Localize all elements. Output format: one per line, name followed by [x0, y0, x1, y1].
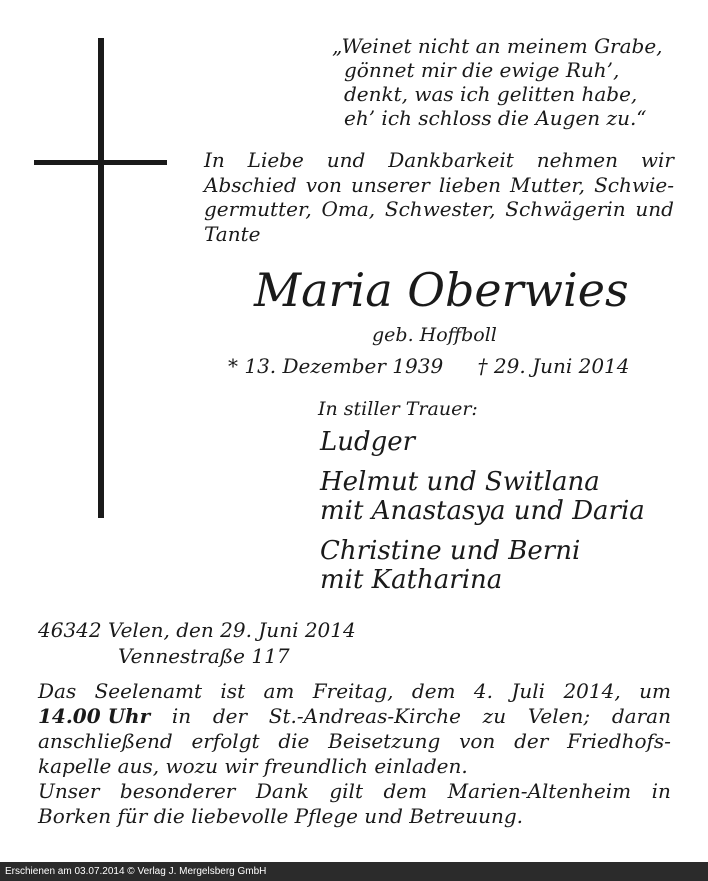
poem-line: eh’ ich schloss die Augen zu.“	[344, 106, 647, 130]
publication-footer	[0, 862, 708, 881]
word: Juli	[511, 679, 546, 703]
address-block	[38, 617, 356, 669]
mourner-line: mit Katharina	[320, 565, 503, 595]
word: und	[635, 197, 674, 221]
word: nehmen	[536, 148, 618, 172]
intro-line	[204, 148, 674, 173]
word: Beisetzung	[328, 729, 441, 753]
service-line	[38, 729, 671, 754]
memorial-poem	[332, 34, 663, 130]
word: Das	[38, 679, 77, 703]
word: unserer	[350, 172, 430, 197]
word: ist	[220, 679, 246, 703]
word: Seelenamt	[94, 679, 203, 703]
mourner-line: mit Anastasya und Daria	[320, 496, 645, 526]
word: die	[278, 729, 310, 753]
service-time: 14.00 Uhr	[38, 704, 151, 728]
word: lieben	[438, 172, 501, 197]
place-date: 46342 Velen, den 29. Juni 2014	[38, 618, 356, 642]
service-line	[38, 704, 671, 729]
footer-text: Erschienen am 03.07.2014 © Verlag J. Mergelsberg GmbH	[5, 866, 267, 877]
poem-line: gönnet mir die ewige Ruh’,	[344, 58, 620, 82]
service-line: kapelle aus, wozu wir freundlich einladen.	[38, 754, 468, 778]
word: am	[263, 679, 295, 703]
birth-date: * 13. Dezember 1939	[228, 354, 444, 378]
word: St.-Andreas-Kirche	[268, 704, 461, 728]
death-date: † 29. Juni 2014	[477, 354, 630, 378]
word: besonderer	[119, 779, 236, 803]
word: Schwester,	[384, 197, 496, 221]
mourner-group	[320, 468, 645, 526]
poem-line: „Weinet nicht an meinem Grabe,	[332, 34, 663, 58]
word: Oma,	[321, 197, 376, 221]
service-info	[38, 679, 671, 829]
word: gilt	[329, 779, 363, 803]
mourner-line: Helmut und Switlana	[320, 467, 600, 497]
word: Abschied	[204, 172, 297, 197]
word: in	[651, 779, 671, 803]
intro-line	[204, 173, 674, 198]
word: von	[305, 172, 342, 197]
cross-icon-vertical-bar	[98, 38, 104, 518]
word: Velen;	[527, 704, 591, 728]
word: von	[459, 729, 496, 753]
mourner-line: Christine und Berni	[320, 536, 581, 566]
word: Dankbarkeit	[388, 148, 514, 172]
word: daran	[611, 704, 671, 728]
word: In	[204, 148, 225, 172]
mourner-group	[320, 537, 580, 595]
word: Schwägerin	[505, 197, 626, 221]
intro-line	[204, 197, 674, 222]
cross-icon-horizontal-bar	[34, 160, 167, 165]
word: Marien-Altenheim	[447, 779, 632, 803]
word: Schwie-	[594, 172, 674, 197]
word: germutter,	[204, 197, 312, 221]
word: dem	[411, 679, 456, 703]
life-dates	[228, 354, 630, 378]
word: der	[212, 704, 248, 728]
word: dem	[383, 779, 428, 803]
mourning-label: In stiller Trauer:	[318, 398, 478, 420]
street-address: Vennestraße 117	[118, 644, 290, 668]
word: und	[326, 148, 366, 172]
service-line	[38, 679, 671, 704]
maiden-name: geb. Hoffboll	[372, 324, 497, 346]
word: um	[639, 679, 671, 703]
poem-line: denkt, was ich gelitten habe,	[344, 82, 638, 106]
word: 2014,	[563, 679, 621, 703]
intro-line: Tante	[204, 221, 261, 246]
intro-text	[204, 148, 674, 246]
thanks-line: Borken für die liebevolle Pflege und Betreuung.	[38, 804, 523, 828]
word: Freitag,	[312, 679, 394, 703]
mourner-name: Ludger	[320, 427, 416, 457]
word: Mutter,	[510, 172, 586, 197]
word: zu	[482, 704, 507, 728]
word: anschließend	[38, 729, 173, 753]
word: Liebe	[247, 148, 304, 172]
word: Unser	[38, 779, 100, 803]
deceased-name: Maria Oberwies	[254, 263, 629, 317]
word: Friedhofs-	[567, 729, 671, 753]
word: erfolgt	[191, 729, 260, 753]
word: 4.	[473, 679, 493, 703]
word: wir	[640, 148, 674, 172]
word: Dank	[255, 779, 309, 803]
thanks-line	[38, 779, 671, 804]
word: der	[514, 729, 549, 753]
word: in	[171, 704, 192, 728]
